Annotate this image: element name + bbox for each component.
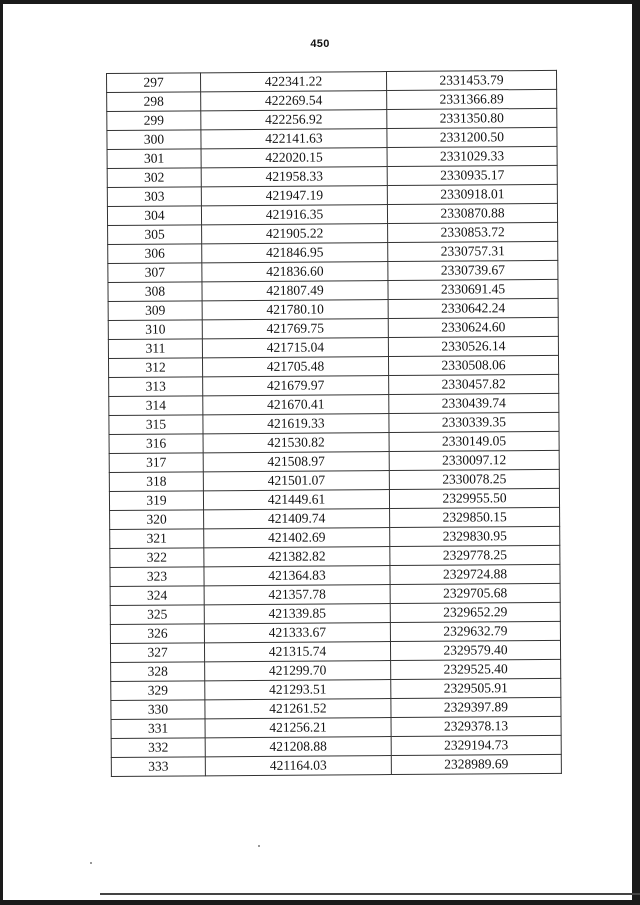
table-row — [109, 488, 559, 510]
northing-cell: 2330078.25 — [389, 469, 559, 489]
northing-cell: 2329652.29 — [390, 602, 560, 622]
point-number-cell: 328 — [111, 662, 205, 682]
easting-cell: 421256.21 — [205, 718, 391, 738]
table-row — [107, 146, 557, 168]
easting-cell: 422256.92 — [201, 110, 387, 130]
easting-cell: 421315.74 — [204, 642, 390, 662]
easting-cell: 421382.82 — [204, 547, 390, 567]
easting-cell: 421508.97 — [203, 452, 389, 472]
point-number-cell: 317 — [109, 453, 203, 473]
table-row — [107, 184, 557, 206]
point-number-cell: 324 — [110, 586, 204, 606]
easting-cell: 421449.61 — [203, 490, 389, 510]
easting-cell: 421619.33 — [203, 414, 389, 434]
scan-edge-line — [100, 893, 640, 895]
point-number-cell: 303 — [107, 187, 201, 207]
easting-cell: 422020.15 — [201, 148, 387, 168]
northing-cell: 2330935.17 — [387, 165, 557, 185]
coordinate-table — [106, 70, 562, 777]
easting-cell: 421530.82 — [203, 433, 389, 453]
northing-cell: 2331366.89 — [387, 89, 557, 109]
table-row — [108, 336, 558, 358]
table-row — [108, 279, 558, 301]
easting-cell: 422341.22 — [201, 72, 387, 92]
point-number-cell: 306 — [108, 244, 202, 264]
point-number-cell: 309 — [108, 301, 202, 321]
northing-cell: 2330642.24 — [388, 298, 558, 318]
northing-cell: 2329705.68 — [390, 583, 560, 603]
northing-cell: 2330739.67 — [388, 260, 558, 280]
coordinate-table-body — [107, 70, 562, 776]
easting-cell: 421916.35 — [201, 205, 387, 225]
point-number-cell: 299 — [107, 111, 201, 131]
table-row — [110, 621, 560, 643]
easting-cell: 421333.67 — [204, 623, 390, 643]
point-number-cell: 310 — [108, 320, 202, 340]
easting-cell: 421780.10 — [202, 300, 388, 320]
table-row — [107, 127, 557, 149]
easting-cell: 421501.07 — [203, 471, 389, 491]
point-number-cell: 302 — [107, 168, 201, 188]
table-row — [110, 564, 560, 586]
northing-cell: 2330457.82 — [389, 374, 559, 394]
point-number-cell: 333 — [111, 757, 205, 777]
point-number-cell: 318 — [109, 472, 203, 492]
easting-cell: 422141.63 — [201, 129, 387, 149]
easting-cell: 421364.83 — [204, 566, 390, 586]
easting-cell: 421261.52 — [205, 699, 391, 719]
easting-cell: 421715.04 — [202, 338, 388, 358]
table-row — [108, 317, 558, 339]
northing-cell: 2329830.95 — [390, 526, 560, 546]
northing-cell: 2329724.88 — [390, 564, 560, 584]
northing-cell: 2330870.88 — [387, 203, 557, 223]
easting-cell: 421705.48 — [202, 357, 388, 377]
northing-cell: 2329505.91 — [391, 678, 561, 698]
easting-cell: 421357.78 — [204, 585, 390, 605]
easting-cell: 421769.75 — [202, 319, 388, 339]
easting-cell: 421402.69 — [204, 528, 390, 548]
point-number-cell: 300 — [107, 130, 201, 150]
table-row — [109, 412, 559, 434]
northing-cell: 2330526.14 — [388, 336, 558, 356]
scan-speck — [258, 845, 260, 847]
point-number-cell: 330 — [111, 700, 205, 720]
easting-cell: 421807.49 — [202, 281, 388, 301]
northing-cell: 2329778.25 — [390, 545, 560, 565]
northing-cell: 2330439.74 — [389, 393, 559, 413]
point-number-cell: 312 — [108, 358, 202, 378]
table-row — [111, 735, 561, 757]
point-number-cell: 308 — [108, 282, 202, 302]
table-row — [107, 203, 557, 225]
easting-cell: 421409.74 — [204, 509, 390, 529]
table-row — [111, 659, 561, 681]
table-row — [109, 393, 559, 415]
easting-cell: 421905.22 — [202, 224, 388, 244]
easting-cell: 421293.51 — [205, 680, 391, 700]
northing-cell: 2331350.80 — [387, 108, 557, 128]
easting-cell: 421679.97 — [203, 376, 389, 396]
northing-cell: 2330853.72 — [388, 222, 558, 242]
table-row — [110, 507, 560, 529]
point-number-cell: 315 — [109, 415, 203, 435]
northing-cell: 2330757.31 — [388, 241, 558, 261]
easting-cell: 421339.85 — [204, 604, 390, 624]
easting-cell: 421164.03 — [205, 756, 391, 776]
scan-border-right — [632, 0, 640, 905]
table-row — [111, 697, 561, 719]
easting-cell: 421958.33 — [201, 167, 387, 187]
point-number-cell: 297 — [107, 73, 201, 93]
page-number: 450 — [310, 38, 330, 50]
northing-cell: 2329955.50 — [389, 488, 559, 508]
coordinate-table-container — [106, 70, 562, 777]
easting-cell: 422269.54 — [201, 91, 387, 111]
easting-cell: 421670.41 — [203, 395, 389, 415]
table-row — [108, 241, 558, 263]
easting-cell: 421947.19 — [201, 186, 387, 206]
easting-cell: 421208.88 — [205, 737, 391, 757]
northing-cell: 2331200.50 — [387, 127, 557, 147]
easting-cell: 421846.95 — [202, 243, 388, 263]
table-row — [110, 583, 560, 605]
northing-cell: 2330691.45 — [388, 279, 558, 299]
point-number-cell: 301 — [107, 149, 201, 169]
table-row — [107, 89, 557, 111]
point-number-cell: 313 — [109, 377, 203, 397]
table-row — [108, 260, 558, 282]
table-row — [107, 108, 557, 130]
table-row — [110, 545, 560, 567]
northing-cell: 2331453.79 — [386, 70, 556, 90]
table-row — [108, 355, 558, 377]
point-number-cell: 307 — [108, 263, 202, 283]
table-row — [109, 450, 559, 472]
point-number-cell: 305 — [108, 225, 202, 245]
table-row — [108, 298, 558, 320]
scan-border-bottom — [0, 900, 640, 905]
northing-cell: 2328989.69 — [391, 754, 561, 774]
point-number-cell: 316 — [109, 434, 203, 454]
northing-cell: 2330339.35 — [389, 412, 559, 432]
table-row — [110, 602, 560, 624]
table-row — [107, 70, 557, 92]
table-row — [108, 222, 558, 244]
point-number-cell: 304 — [107, 206, 201, 226]
point-number-cell: 321 — [110, 529, 204, 549]
table-row — [110, 640, 560, 662]
table-row — [109, 469, 559, 491]
table-row — [109, 431, 559, 453]
table-row — [111, 716, 561, 738]
table-row — [110, 526, 560, 548]
easting-cell: 421836.60 — [202, 262, 388, 282]
point-number-cell: 326 — [110, 624, 204, 644]
scan-border-top — [0, 0, 640, 4]
point-number-cell: 322 — [110, 548, 204, 568]
point-number-cell: 311 — [108, 339, 202, 359]
table-row — [109, 374, 559, 396]
table-row — [111, 678, 561, 700]
point-number-cell: 327 — [110, 643, 204, 663]
northing-cell: 2329397.89 — [391, 697, 561, 717]
table-row — [107, 165, 557, 187]
point-number-cell: 314 — [109, 396, 203, 416]
northing-cell: 2330918.01 — [387, 184, 557, 204]
northing-cell: 2329378.13 — [391, 716, 561, 736]
point-number-cell: 298 — [107, 92, 201, 112]
northing-cell: 2330508.06 — [388, 355, 558, 375]
point-number-cell: 332 — [111, 738, 205, 758]
northing-cell: 2330149.05 — [389, 431, 559, 451]
northing-cell: 2330624.60 — [388, 317, 558, 337]
point-number-cell: 323 — [110, 567, 204, 587]
northing-cell: 2329632.79 — [390, 621, 560, 641]
northing-cell: 2329850.15 — [390, 507, 560, 527]
point-number-cell: 331 — [111, 719, 205, 739]
northing-cell: 2329579.40 — [390, 640, 560, 660]
point-number-cell: 325 — [110, 605, 204, 625]
northing-cell: 2331029.33 — [387, 146, 557, 166]
point-number-cell: 319 — [109, 491, 203, 511]
northing-cell: 2329525.40 — [391, 659, 561, 679]
point-number-cell: 320 — [110, 510, 204, 530]
point-number-cell: 329 — [111, 681, 205, 701]
scan-speck — [90, 862, 92, 864]
easting-cell: 421299.70 — [205, 661, 391, 681]
northing-cell: 2329194.73 — [391, 735, 561, 755]
northing-cell: 2330097.12 — [389, 450, 559, 470]
scan-border-left — [0, 0, 3, 905]
table-row — [111, 754, 561, 776]
